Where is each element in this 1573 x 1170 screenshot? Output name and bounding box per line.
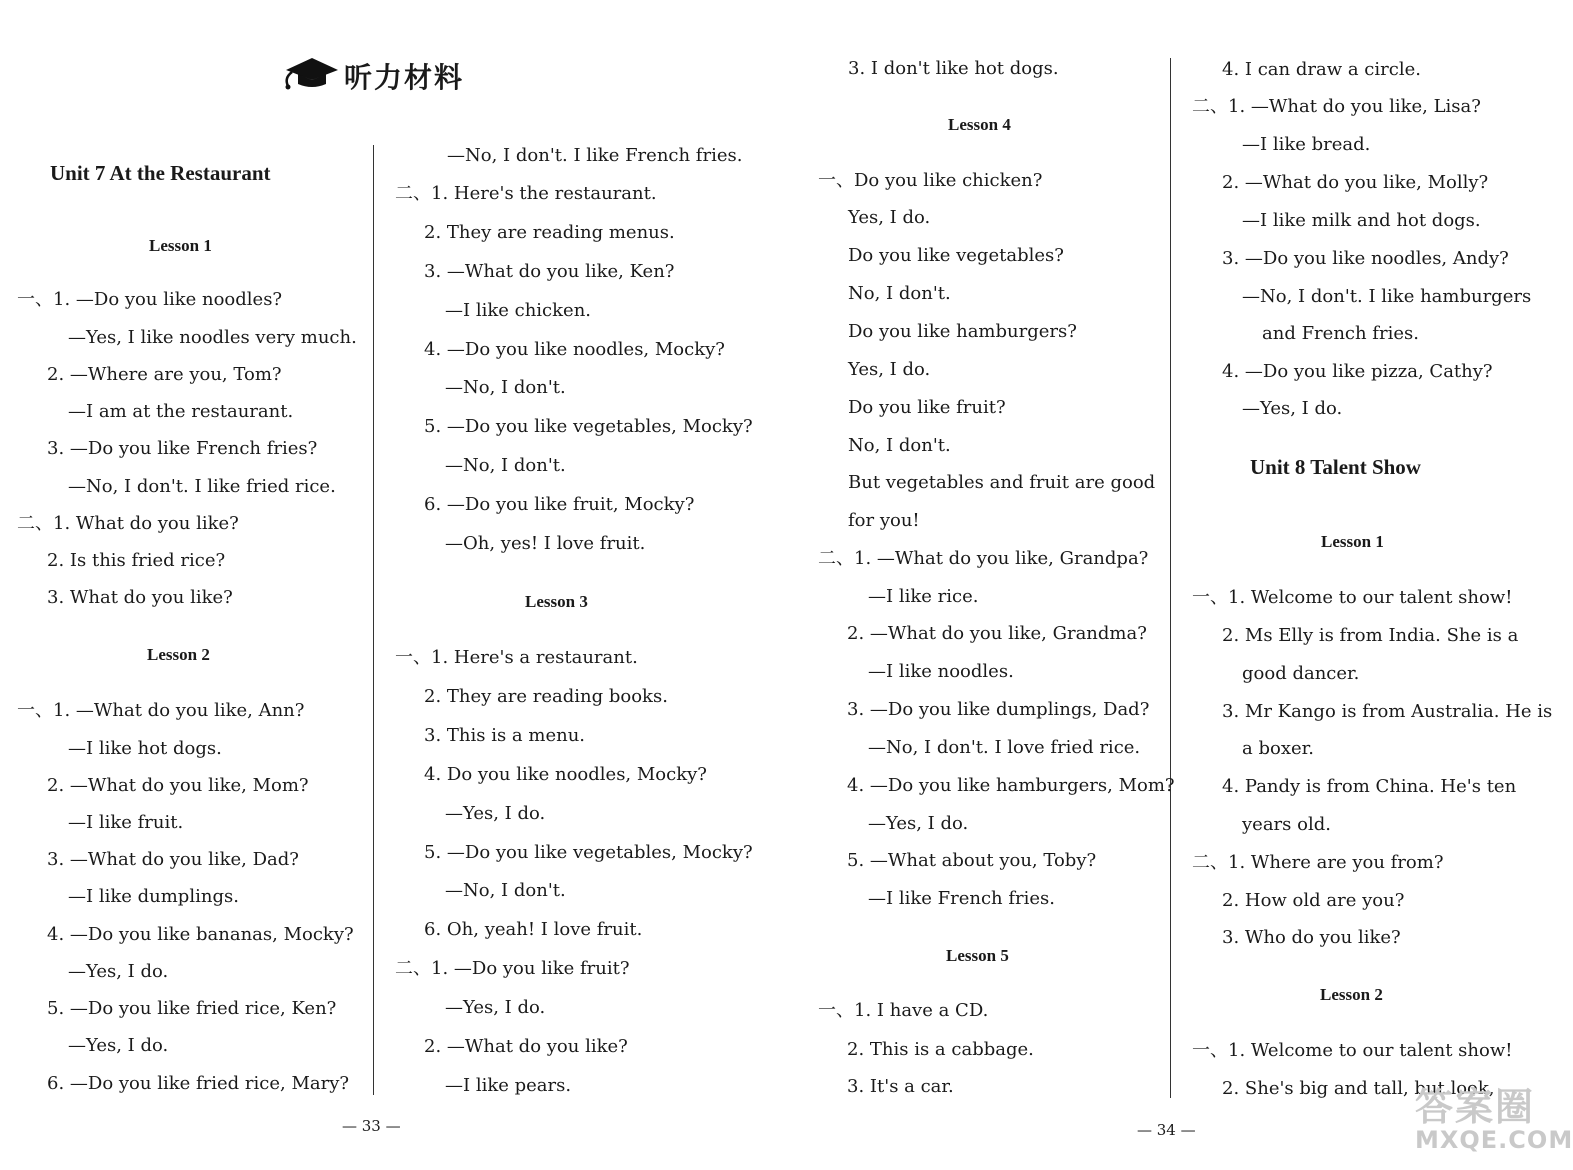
script-line: 一、1. —Do you like noodles? — [17, 289, 283, 310]
script-line: 二、1. —What do you like, Lisa? — [1192, 96, 1481, 117]
script-line: 一、1. I have a CD. — [818, 1000, 989, 1021]
script-line: 3. Who do you like? — [1222, 927, 1401, 948]
script-line: 一、1. Welcome to our talent show! — [1192, 587, 1513, 608]
script-line: 5. —Do you like fried rice, Ken? — [47, 998, 337, 1019]
script-line: No, I don't. — [848, 283, 951, 304]
script-line: 一、Do you like chicken? — [818, 170, 1043, 191]
script-line: 一、1. —What do you like, Ann? — [17, 700, 305, 721]
column-divider — [373, 145, 374, 1095]
script-line: good dancer. — [1242, 663, 1360, 684]
script-line: —Yes, I do. — [68, 961, 169, 982]
script-line: —No, I don't. — [445, 880, 566, 901]
script-line: 2. —What do you like, Molly? — [1222, 172, 1489, 193]
column-divider — [1170, 58, 1171, 1098]
script-line: 4. I can draw a circle. — [1222, 59, 1421, 80]
script-line: 4. —Do you like hamburgers, Mom? — [847, 775, 1175, 796]
script-line: 6. Oh, yeah! I love fruit. — [424, 919, 643, 940]
lesson-heading: Lesson 4 — [948, 115, 1011, 134]
lesson-heading: Lesson 5 — [946, 946, 1009, 965]
script-line: Do you like vegetables? — [848, 245, 1064, 266]
script-line: 2. Is this fried rice? — [47, 550, 226, 571]
script-line: 4. —Do you like bananas, Mocky? — [47, 924, 354, 945]
script-line: —Yes, I do. — [1242, 398, 1343, 419]
page-title: 听力材料 — [344, 61, 465, 94]
script-line: 3. This is a menu. — [424, 725, 586, 746]
script-line: —Yes, I do. — [68, 1035, 169, 1056]
script-line: —I am at the restaurant. — [68, 401, 294, 422]
script-line: 一、1. Here's a restaurant. — [395, 647, 638, 668]
script-line: Do you like fruit? — [848, 397, 1006, 418]
script-line: 二、1. What do you like? — [17, 513, 239, 534]
script-line: —No, I don't. — [445, 377, 566, 398]
lesson-heading: Lesson 1 — [149, 236, 212, 255]
script-line: 二、1. Here's the restaurant. — [395, 183, 657, 204]
lesson-heading: Lesson 2 — [147, 645, 210, 664]
script-line: years old. — [1242, 814, 1331, 835]
script-line: 二、1. —Do you like fruit? — [395, 958, 630, 979]
page-number-left: — 33 — — [342, 1117, 401, 1135]
script-line: —No, I don't. I like hamburgers — [1242, 286, 1532, 307]
script-line: 2. —Where are you, Tom? — [47, 364, 282, 385]
script-line: 2. This is a cabbage. — [847, 1039, 1034, 1060]
script-line: 3. —Do you like noodles, Andy? — [1222, 248, 1509, 269]
script-line: —I like French fries. — [868, 888, 1055, 909]
script-line: and French fries. — [1262, 323, 1419, 344]
lesson-heading: Lesson 1 — [1321, 532, 1384, 551]
script-line: —Yes, I do. — [868, 813, 969, 834]
script-line: for you! — [848, 510, 920, 531]
script-line: 二、1. —What do you like, Grandpa? — [818, 548, 1149, 569]
script-line: 3. What do you like? — [47, 587, 233, 608]
script-line: —I like fruit. — [68, 812, 184, 833]
script-line: —No, I don't. I like fried rice. — [68, 476, 336, 497]
script-line: 4. —Do you like pizza, Cathy? — [1222, 361, 1493, 382]
script-line: 3. —Do you like French fries? — [47, 438, 318, 459]
script-line: 5. —What about you, Toby? — [847, 850, 1097, 871]
script-line: 2. How old are you? — [1222, 890, 1405, 911]
script-line: —I like dumplings. — [68, 886, 239, 907]
script-line: —I like milk and hot dogs. — [1242, 210, 1481, 231]
script-line: 3. I don't like hot dogs. — [848, 58, 1059, 79]
script-line: —No, I don't. — [445, 455, 566, 476]
script-line: Do you like hamburgers? — [848, 321, 1077, 342]
script-line: 2. Ms Elly is from India. She is a — [1222, 625, 1519, 646]
script-line: —I like bread. — [1242, 134, 1371, 155]
script-line: 2. They are reading menus. — [424, 222, 675, 243]
script-line: 2. —What do you like? — [424, 1036, 628, 1057]
watermark-url: MXQE.COM — [1415, 1126, 1573, 1154]
script-line: 3. —What do you like, Ken? — [424, 261, 675, 282]
script-line: 2. —What do you like, Mom? — [47, 775, 309, 796]
watermark-logo: 答案圈 — [1415, 1085, 1536, 1129]
page-number-right: — 34 — — [1137, 1121, 1196, 1139]
script-line: —I like chicken. — [445, 300, 592, 321]
script-line: —I like hot dogs. — [68, 738, 222, 759]
graduation-cap-icon — [282, 52, 342, 92]
script-line: —I like noodles. — [868, 661, 1014, 682]
script-line: —I like rice. — [868, 586, 979, 607]
script-line: 2. —What do you like, Grandma? — [847, 623, 1147, 644]
script-line: 3. Mr Kango is from Australia. He is — [1222, 701, 1553, 722]
script-line: —Yes, I like noodles very much. — [68, 327, 357, 348]
script-line: 二、1. Where are you from? — [1192, 852, 1444, 873]
script-line: —I like pears. — [445, 1075, 572, 1096]
script-line: 3. It's a car. — [847, 1076, 954, 1097]
unit-heading: Unit 7 At the Restaurant — [50, 161, 271, 185]
script-line: 4. Pandy is from China. He's ten — [1222, 776, 1517, 797]
script-line: Yes, I do. — [848, 207, 931, 228]
unit-heading: Unit 8 Talent Show — [1250, 455, 1421, 479]
script-line: Yes, I do. — [848, 359, 931, 380]
script-line: But vegetables and fruit are good — [848, 472, 1156, 493]
script-line: 4. Do you like noodles, Mocky? — [424, 764, 707, 785]
watermark — [1415, 1085, 1573, 1154]
script-line: 6. —Do you like fried rice, Mary? — [47, 1073, 350, 1094]
script-line: 4. —Do you like noodles, Mocky? — [424, 339, 725, 360]
script-line: 一、1. Welcome to our talent show! — [1192, 1040, 1513, 1061]
script-line: 2. She's big and tall, but look, — [1222, 1078, 1495, 1099]
script-line: a boxer. — [1242, 738, 1314, 759]
script-line: 3. —Do you like dumplings, Dad? — [847, 699, 1150, 720]
script-line: —No, I don't. I like French fries. — [447, 145, 743, 166]
lesson-heading: Lesson 2 — [1320, 985, 1383, 1004]
script-line: —Oh, yes! I love fruit. — [445, 533, 646, 554]
script-line: 2. They are reading books. — [424, 686, 668, 707]
script-line: —Yes, I do. — [445, 997, 546, 1018]
script-line: —No, I don't. I love fried rice. — [868, 737, 1141, 758]
script-line: 3. —What do you like, Dad? — [47, 849, 299, 870]
lesson-heading: Lesson 3 — [525, 592, 588, 611]
script-line: No, I don't. — [848, 435, 951, 456]
script-line: 5. —Do you like vegetables, Mocky? — [424, 842, 753, 863]
script-line: 6. —Do you like fruit, Mocky? — [424, 494, 695, 515]
script-line: —Yes, I do. — [445, 803, 546, 824]
script-line: 5. —Do you like vegetables, Mocky? — [424, 416, 753, 437]
